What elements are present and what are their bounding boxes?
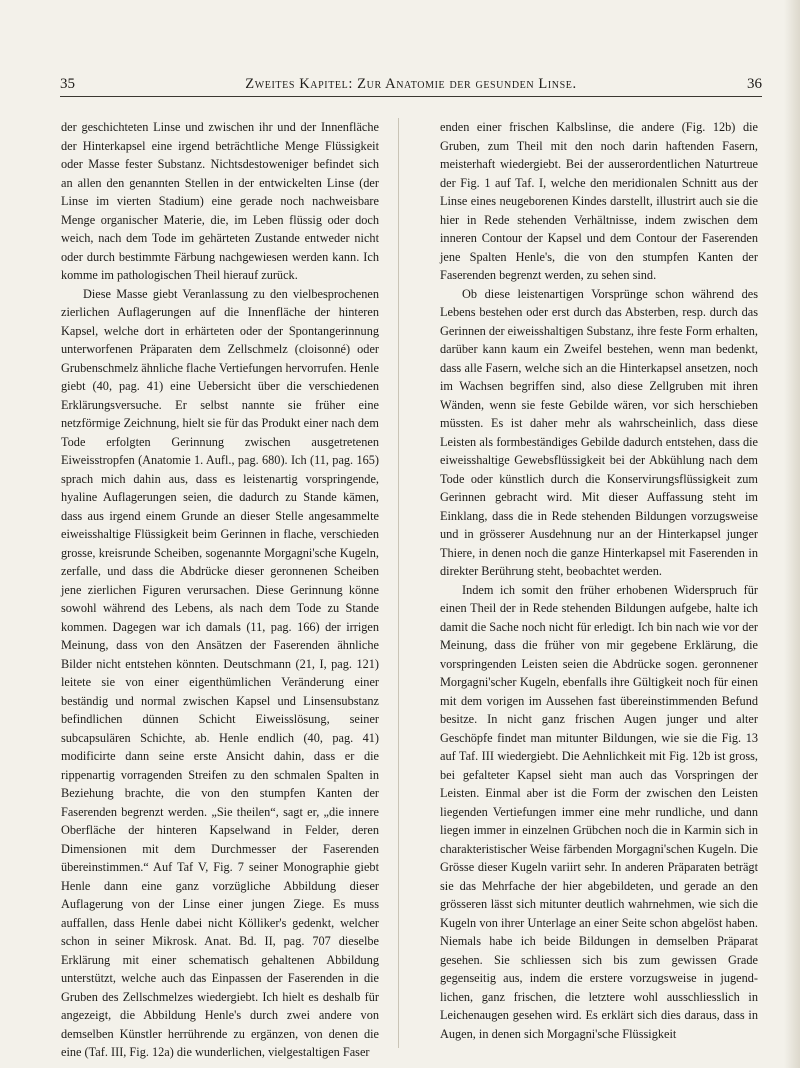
paragraph: Ob diese leistenartigen Vorsprünge schon während des Lebens bestehen oder erst durch das Absterben, resp. durch das Gerinnen der eiweisshaltigen Substanz, ihre feste Form erhalten, darüber kann kaum ein Zweifel bestehen, wenn man bedenkt, dass alle Fasern, welche sich an die Hinterkapsel ansetzen, noch im Wachsen begriffen sind, also diese Zellgruben mit ihren Wänden, wenn sie feste Gebilde wären, vor sich herschieben müssten. Es ist daher mehr als wahrscheinlich, dass diese Leisten als formbeständiges Gebilde dadurch entstehen, dass die eiweisshaltige Gewebsflüssigkeit bei der Abkühlung nach dem Tode oder künstlich durch die Konservirungsflüssigkeit zum Gerinnen gebracht wird. Mit dieser Auffassung steht im Einklang, dass die in Rede stehenden Bildungen vorzugsweise und in grösserer Ausdehnung nur an der Hinterkapsel junger Thiere, in denen noch die ganze Hinterkapsel mit Faserenden in direkter Berührung steht, beobachtet werden. <box>440 286 758 578</box>
page-number-right: 36 <box>747 76 762 92</box>
chapter-title: Zweites Kapitel: Zur Anatomie der gesunden Linse. <box>245 76 577 92</box>
paragraph: enden einer frischen Kalbslinse, die andere (Fig. 12b) die Gruben, zum Theil mit den noch darin haftenden Fasern, meisterhaft wiedergiebt. Bei der ausserordentlichen Naturtreue der Fig. 1 auf Taf. I, welche den meridionalen Schnitt aus der Linse eines neugeborenen Kindes darstellt, illustrirt auch sie die hier in Rede stehenden Verhältnisse, indem zwischen dem inneren Contour der Kapsel und dem Contour der Faserenden jene Spalten Henle's, die von den stumpfen Kanten der Faserenden begrenzt werden, zu sehen sind. <box>440 120 758 282</box>
paragraph: Diese Masse giebt Veranlassung zu den vielbesprochenen zierlichen Auflagerungen auf die Innenfläche der hinteren Kapsel, welche dort in erhärteten oder der Spontangerinnung unterworfenen Präparaten dem Zellschmelz (cloisonné) oder Grubenschmelz ähnliche flache Vertiefungen hervorrufen. Henle giebt (40, pag. 41) eine Uebersicht über die verschiedenen Erklärungsversuche. Er selbst nannte sie früher eine netzförmige Zeichnung, hielt sie für das Produkt einer nach dem Tode erfolgten Gerinnung zwischen ausgetretenen Eiweisstropfen (Anatomie 1. Aufl., pag. 680). Ich (11, pag. 165) sprach mich dahin aus, dass es leistenartig vorspringende, hyaline Auflagerungen seien, die dadurch zu Stande kämen, dass aus irgend einem Grunde an dieser Stelle angesammelte eiweisshaltige Flüssigkeit beim Gerinnen in flache, verschieden grosse, kreisrunde Scheiben, sogenannte Morgagni'sche Kugeln, zerfalle, und dass die Abdrücke dieser geronnenen Scheiben jene zierlichen Figuren verursachen. Diese Gerinnung könne sowohl während des Lebens, als nach dem Tode zu Stande kommen. Dagegen war ich damals (11, pag. 166) der irrigen Meinung, dass von den Ansätzen der Faserenden ähnliche Bilder nicht entstehen könnten. Deutschmann (21, I, pag. 121) leitete sie von einer eigenthümlichen Veränderung einer beständig und normal zwischen Kapsel und Linsensubstanz befindlichen dünnen Schicht Eiweisslösung, seiner subcapsulären Schichte, ab. Henle endlich (40, pag. 41) modificirte dann seine erste Ansicht dahin, dass er die rippenartig vorragenden Streifen zu den schmalen Spalten in Beziehung brachte, die von den stumpfen Kanten der Faserenden begrenzt werden. „Sie theilen“, sagt er, „die innere Oberfläche der hinteren Kapselwand in Felder, deren Dimensionen mit dem Durchmesser der Faserenden übereinstimmen.“ Auf Taf V, Fig. 7 seiner Monographie giebt Henle dann eine ganz vorzügliche Abbildung dieser Auflagerung von der Linse einer jungen Ziege. Es muss auffallen, dass Henle dabei nicht Kölliker's gedenkt, welcher schon in seiner Mikrosk. Anat. Bd. II, pag. 707 dieselbe Erklärung mit einer schematisch gehaltenen Abbildung unterstützt, welche auch das Einpassen der Faserenden in die Gruben des Zellschmelzes wiedergiebt. Ich hielt es deshalb für angezeigt, die Abbildung Henle's durch zwei andere von demselben Künstler herrührende zu ergänzen, von denen die eine (Taf. III, Fig. 12a) die wunderlichen, vielgestaltigen Faser <box>61 286 379 1059</box>
paragraph: der geschichteten Linse und zwischen ihr und der Innenfläche der Hinterkapsel eine irgend beträchtliche Menge Flüssigkeit oder Masse fester Substanz. Nichtsdestoweniger befindet sich an allen den genannten Stellen in der entwickelten Linse (der Linse im vierten Stadium) eine gerade noch nachweisbare Menge organischer Materie, die, im Leben flüssig oder doch weich, nach dem Tode im gehärteten Zustande entweder nicht oder durch bestimmte Färbung nachgewiesen werden kann. Ich komme im pathologischen Theil hierauf zurück. <box>61 120 379 282</box>
right-column <box>440 118 758 1048</box>
page-number-left: 35 <box>60 76 75 92</box>
column-divider <box>398 118 399 1048</box>
left-column <box>61 118 379 1059</box>
paragraph: Indem ich somit den früher erhobenen Widerspruch für einen Theil der in Rede stehenden Bildungen aufgebe, halte ich damit die Sache noch nicht für erledigt. Ich bin nach wie vor der Meinung, dass die früher von mir gegebene Erklärung, die vorspringenden Leisten seien die Abdrücke sogen. geronnener Morgagni'scher Kugeln, ebenfalls ihre Gültigkeit noch für einen mit dem vorigen im Aussehen fast übereinstimmenden Befund besitze. In nicht ganz frischen Augen junger und alter Geschöpfe findet man mitunter Bildungen, wie sie die Fig. 13 auf Taf. III wiedergiebt. Die Aehnlichkeit mit Fig. 12b ist gross, bei gefalteter Kapsel sieht man auch das Vorspringen der Leisten. Einmal aber ist die Form der zwischen den Leisten liegenden Vertiefungen immer eine mehr rundliche, und dann liegen immer in einzelnen Grübchen noch die in Karmin sich in charakteristischer Weise färbenden Morgagni'schen Kugeln. Die Grösse dieser Kugeln variirt sehr. In anderen Präparaten beträgt sie das Mehrfache der hier abgebildeten, und gerade an den grösseren lässt sich mitunter deutlich wahrnehmen, wie sich die Kugeln von ihrer Unterlage an einer Seite schon abgelöst haben. Niemals habe ich beide Bildungen in demselben Präparat gesehen. Sie schliessen sich bis zum gewissen Grade gegenseitig aus, indem die erstere vorzugsweise in jugendlichen, ganz frischen, die letztere wohl ausschliesslich in Leichenaugen gesehen wird. Es erklärt sich dies daraus, dass in Augen, in denen sich Morgagni'sche Flüssigkeit <box>440 582 758 1041</box>
page-edge-shadow <box>784 0 800 1068</box>
running-header <box>60 74 762 97</box>
